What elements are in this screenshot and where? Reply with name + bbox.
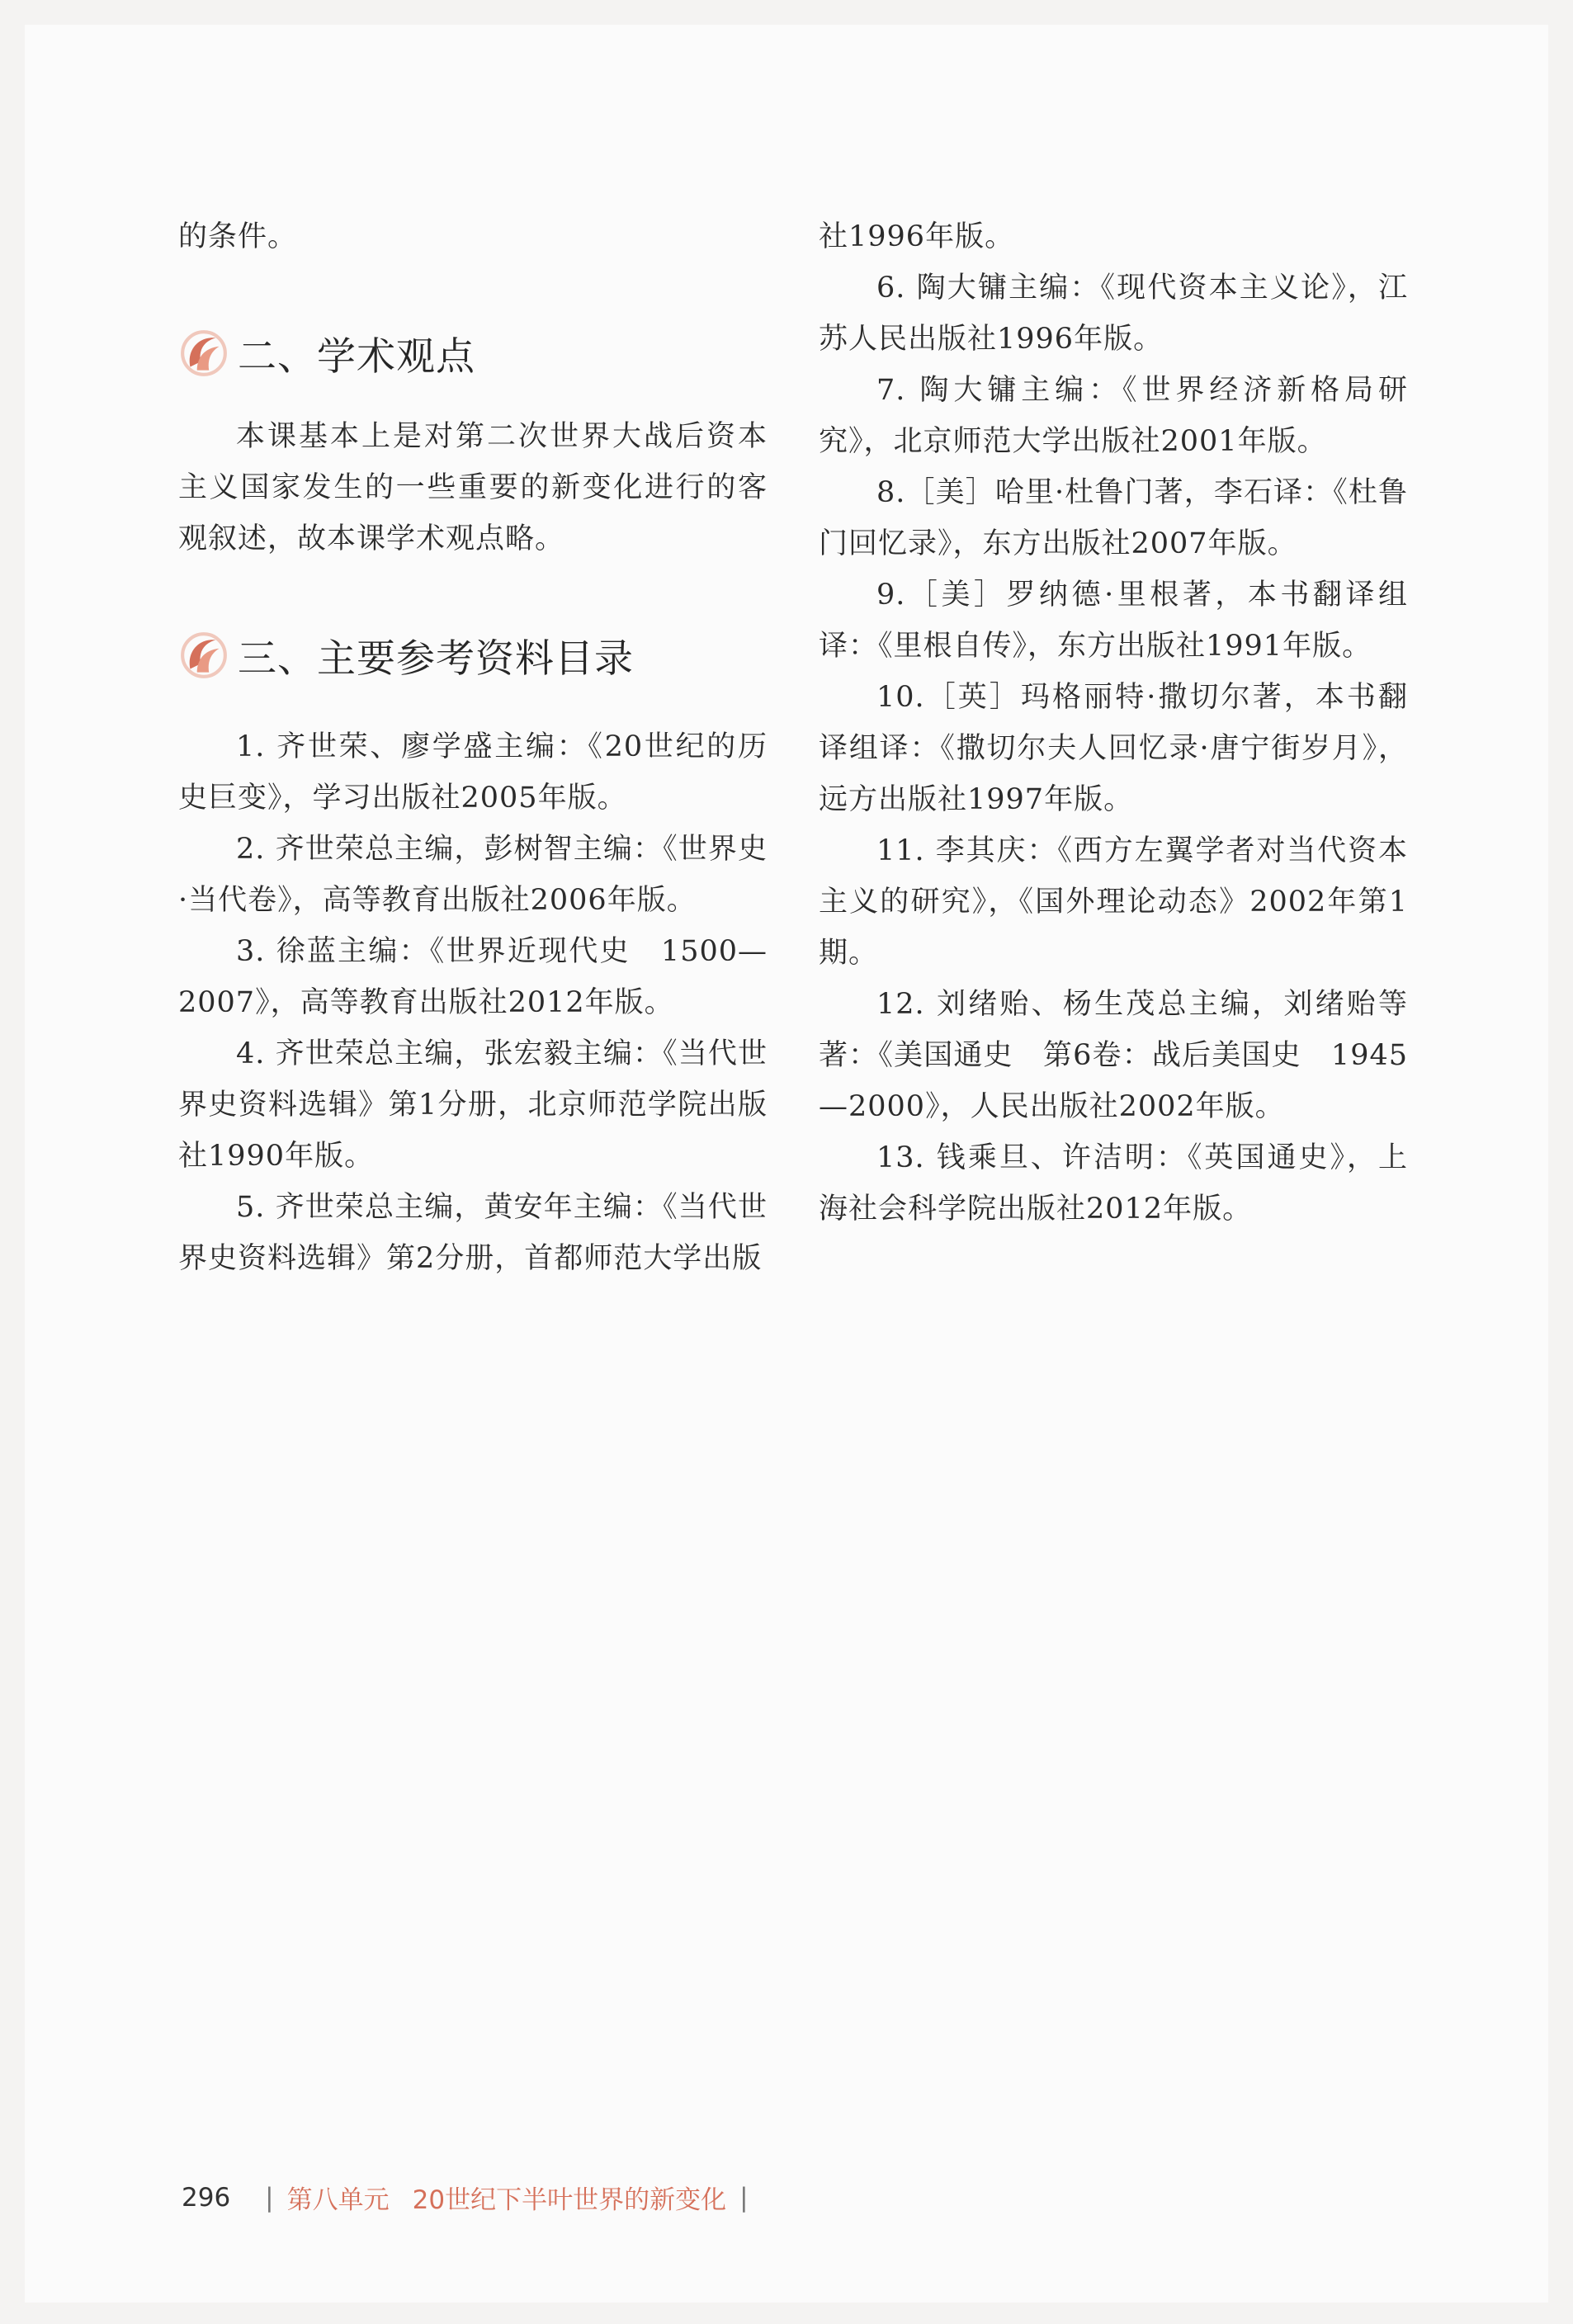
intro-tail: 的条件。 — [178, 220, 298, 253]
reference-item: 5. 齐世荣总主编，黄安年主编：《当代世界史资料选辑》第2分册，首都师范大学出版 — [178, 1191, 768, 1275]
reference-item: 6. 陶大镛主编：《现代资本主义论》，江苏人民出版社1996年版。 — [819, 272, 1408, 356]
textbook-page — [25, 25, 1548, 2303]
reference-item: 11. 李其庆：《西方左翼学者对当代资本主义的研究》，《国外理论动态》2002年第1期。 — [819, 834, 1408, 970]
section-title: 三、主要参考资料目录 — [238, 635, 634, 682]
page-footer — [182, 2179, 762, 2216]
reference-item: 10.［英］玛格丽特·撒切尔著，本书翻译组译：《撒切尔夫人回忆录·唐宁街岁月》，远方出版社1997年版。 — [819, 681, 1408, 816]
reference-item: 13. 钱乘旦、许洁明：《英国通史》，上海社会科学院出版社2012年版。 — [819, 1141, 1408, 1226]
swirl-section-icon — [178, 630, 229, 681]
right-column — [819, 211, 1408, 1235]
footer-separator: | — [739, 2182, 749, 2213]
reference-item: 9.［美］罗纳德·里根著，本书翻译组译：《里根自传》，东方出版社1991年版。 — [819, 579, 1408, 663]
section-body: 本课基本上是对第二次世界大战后资本主义国家发生的一些重要的新变化进行的客观叙述，故本课学术观点略。 — [178, 420, 768, 555]
reference-item: 4. 齐世荣总主编，张宏毅主编：《当代世界史资料选辑》第1分册，北京师范学院出版社1990年版。 — [178, 1037, 768, 1173]
section-heading-references — [178, 622, 768, 688]
swirl-section-icon — [178, 328, 229, 379]
section-title: 二、学术观点 — [238, 333, 475, 380]
reference-item: 3. 徐蓝主编：《世界近现代史 1500—2007》，高等教育出版社2012年版。 — [178, 935, 768, 1019]
reference-continuation: 社1996年版。 — [819, 220, 1015, 253]
left-column — [178, 211, 768, 1284]
reference-item: 12. 刘绪贻、杨生茂总主编，刘绪贻等著：《美国通史 第6卷：战后美国史 1945—2000》，人民出版社2002年版。 — [819, 988, 1408, 1123]
reference-item: 1. 齐世荣、廖学盛主编：《20世纪的历史巨变》，学习出版社2005年版。 — [178, 730, 768, 815]
reference-item: 7. 陶大镛主编：《世界经济新格局研究》，北京师范大学出版社2001年版。 — [819, 374, 1408, 458]
reference-item: 2. 齐世荣总主编，彭树智主编：《世界史·当代卷》，高等教育出版社2006年版。 — [178, 833, 768, 917]
section-heading-academic-views — [178, 320, 768, 386]
page-number: 296 — [182, 2182, 231, 2213]
unit-title: 20世纪下半叶世界的新变化 — [412, 2185, 727, 2215]
reference-item: 8.［美］哈里·杜鲁门著，李石译：《杜鲁门回忆录》，东方出版社2007年版。 — [819, 476, 1408, 560]
footer-separator: | — [265, 2182, 274, 2213]
unit-label: 第八单元 — [286, 2185, 390, 2215]
